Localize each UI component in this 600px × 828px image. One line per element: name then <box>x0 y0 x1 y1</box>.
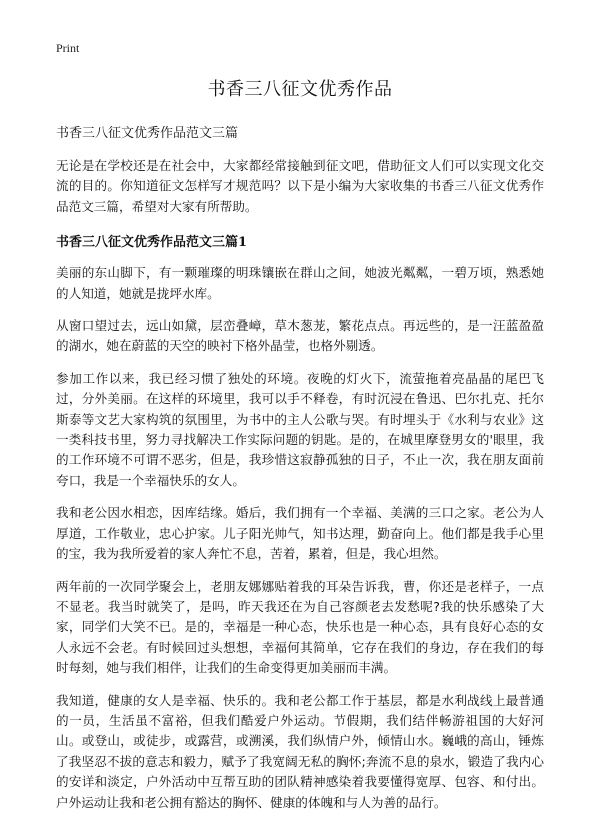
body-paragraph: 我知道，健康的女人是幸福、快乐的。我和老公都工作于基层，都是水利战线上最普通的一员，生活虽不富裕，但我们酷爱户外运动。节假期，我们结伴畅游祖国的大好河山。或登山，或徒步，或露营，或溯溪，我们纵情户外，倾情山水。巍峨的高山，锤炼了我坚忍不拔的意志和毅力，赋予了我宽阔无私的胸怀;奔流不息的泉水，锻造了我内心的安详和淡定，户外活动中互帮互助的团队精神感染着我要懂得宽厚、包容、和付出。户外运动让我和老公拥有豁达的胸怀、健康的体魄和与人为善的品行。 <box>56 692 544 810</box>
body-paragraph: 我和老公因水相恋，因库结缘。婚后，我们拥有一个幸福、美满的三口之家。老公为人厚道，工作敬业，忠心护家。儿子阳光帅气，知书达理，勤奋向上。他们都是我手心里的宝，我为我所爱着的家人奔忙不息，苦着，累着，但是，我心坦然。 <box>56 505 544 562</box>
document-subtitle: 书香三八征文优秀作品范文三篇 <box>56 126 239 141</box>
print-link[interactable]: Print <box>56 41 80 55</box>
section-heading: 书香三八征文优秀作品范文三篇1 <box>56 235 248 251</box>
page-title: 书香三八征文优秀作品 <box>207 79 393 100</box>
body-paragraph: 两年前的一次同学聚会上，老朋友娜娜贴着我的耳朵告诉我，曹，你还是老样子，一点不显老。我当时就笑了，是吗，昨天我还在为自己容颜老去发愁呢?我的快乐感染了大家，同学们大笑不已。是的，幸福是一种心态，快乐也是一种心态，具有良好心态的女人永远不会老。有时候回过头想想，幸福何其简单，它存在我们的身边，存在我们的每时每刻，她与我们相伴，让我们的生命变得更加美丽而丰满。 <box>56 578 544 676</box>
intro-paragraph: 无论是在学校还是在社会中，大家都经常接触到征文吧，借助征文人们可以实现文化交流的目的。你知道征文怎样写才规范吗？以下是小编为大家收集的书香三八征文优秀作品范文三篇，希望对大家有所帮助。 <box>56 158 544 214</box>
body-paragraph: 参加工作以来，我已经习惯了独处的环境。夜晚的灯火下，流萤拖着亮晶晶的尾巴飞过，分外美丽。在这样的环境里，我可以手不释卷，有时沉浸在鲁迅、巴尔扎克、托尔斯泰等文艺大家构筑的氛围里，为书中的主人公歌与哭。有时埋头于《水利与农业》这一类科技书里，努力寻找解决工作实际问题的钥匙。是的，在城里摩登男女的'眼里，我的工作环境不可谓不恶劣，但是，我珍惜这寂静孤独的日子，不止一次，我在朋友面前夸口，我是一个幸福快乐的女人。 <box>56 370 544 488</box>
body-paragraph: 美丽的东山脚下，有一颗璀璨的明珠镶嵌在群山之间，她波光粼粼，一碧万顷，熟悉她的人知道，她就是拢坪水库。 <box>56 265 544 301</box>
body-paragraph: 从窗口望过去，远山如黛，层峦叠嶂，草木葱茏，繁花点点。再远些的，是一汪蓝盈盈的湖水，她在蔚蓝的天空的映衬下格外晶莹，也格外剔透。 <box>56 318 544 354</box>
